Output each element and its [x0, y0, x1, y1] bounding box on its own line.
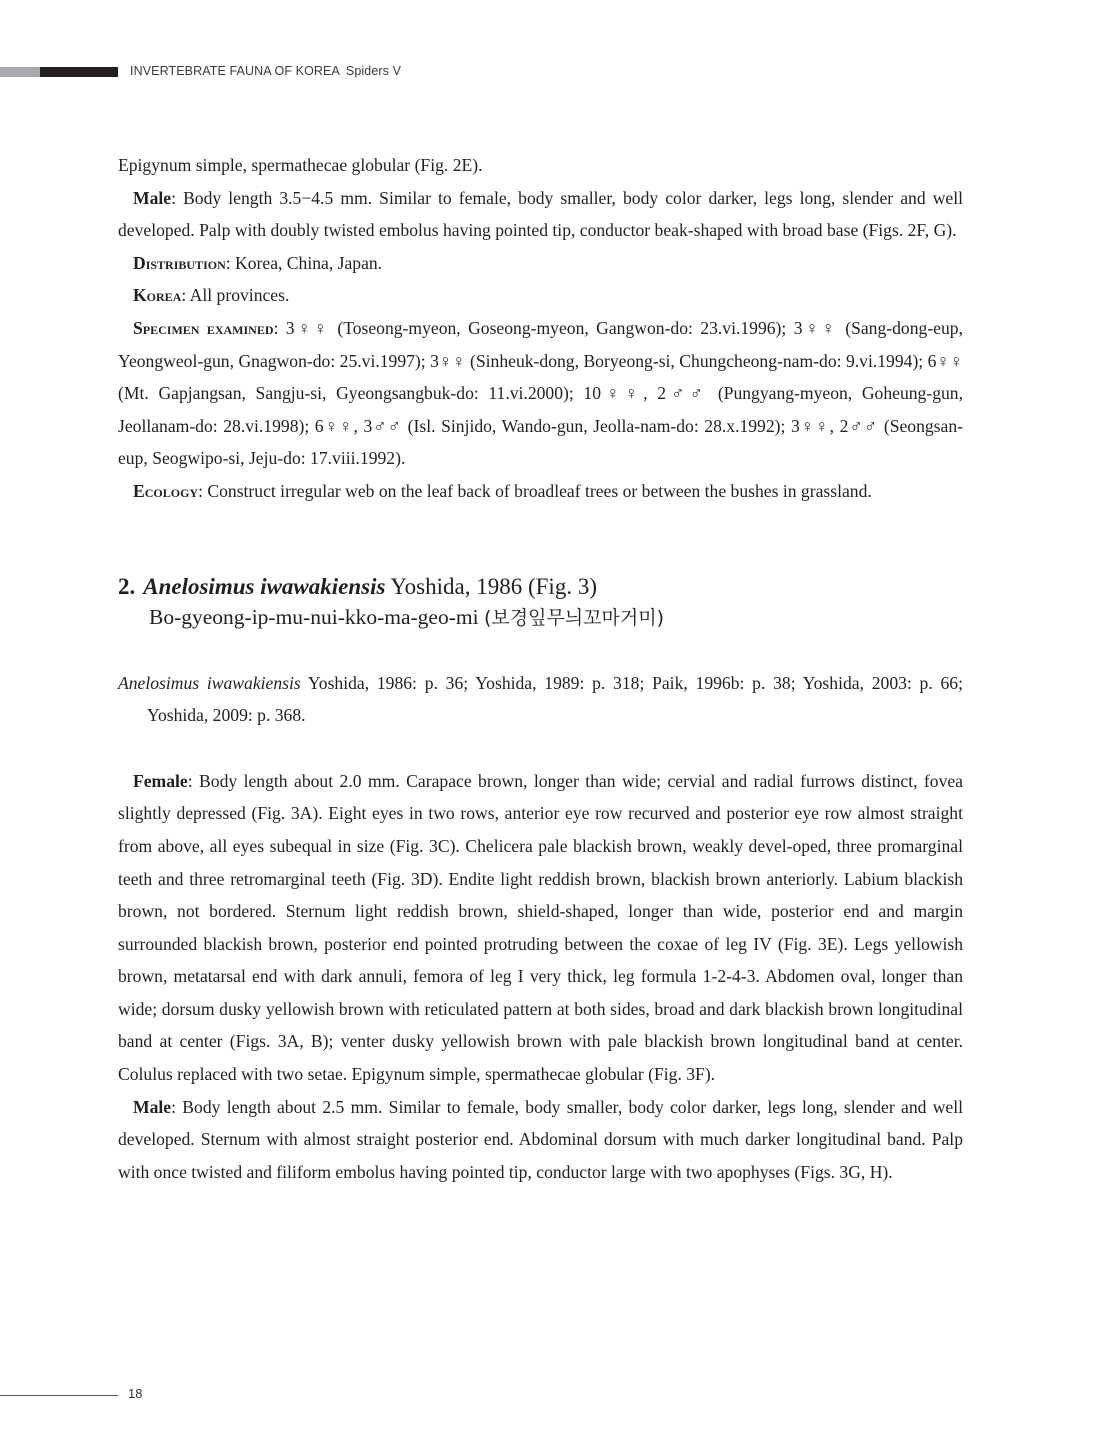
sp2-male-text: : Body length about 2.5 mm. Similar to female, body smaller, body color darker, legs long, slender and well developed. Sternum with almost straight posterior end. Abdominal dorsum with much darker longitudinal band. Palp with once twisted and filiform embolus having pointed tip, conductor large with two apophyses (Figs. 3G, H). — [118, 1096, 963, 1182]
page-number: 18 — [128, 1386, 143, 1401]
sp1-korea-text: : All provinces. — [181, 285, 290, 306]
sp1-male-text: : Body length 3.5−4.5 mm. Similar to female, body smaller, body color darker, legs long, slender and well developed. Palp with doubly twisted embolus having pointed tip, conductor beak-shaped with broad base (Figs. 2F, G). — [118, 187, 963, 241]
species-number: 2. — [118, 573, 136, 599]
page-content — [118, 149, 963, 1188]
sp2-male-paragraph — [118, 1091, 963, 1189]
korean-romanized: Bo-gyeong-ip-mu-nui-kko-ma-geo-mi — [149, 604, 479, 629]
species-author: Yoshida, 1986 (Fig. 3) — [390, 573, 597, 599]
sp1-ecology-label: Ecology — [133, 480, 199, 501]
sp1-ecology-text: : Construct irregular web on the leaf back of broadleaf trees or between the bushes in grassland. — [198, 480, 872, 501]
sp2-female-paragraph — [118, 765, 963, 1091]
synonymy — [118, 667, 963, 732]
sp1-male-paragraph — [118, 182, 963, 247]
sp1-specimen-label: Specimen examined — [133, 317, 274, 338]
sp2-female-label: Female — [133, 770, 188, 791]
sp1-distribution-text: : Korea, China, Japan. — [225, 252, 383, 273]
header-bar-light — [0, 67, 40, 77]
sp1-epigynum: Epigynum simple, spermathecae globular (Fig. 2E). — [118, 155, 483, 175]
korean-hangul: (보경잎무늬꼬마거미) — [483, 606, 664, 629]
sp2-female-text: : Body length about 2.0 mm. Carapace brown, longer than wide; cervial and radial furrows distinct, fovea slightly depressed (Fig. 3A). Eight eyes in two rows, anterior eye row recurved and posterior eye row almost straight from above, all eyes subequal in size (Fig. 3C). Chelicera pale blackish brown, weakly devel-oped, three promarginal teeth and three retromarginal teeth (Fig. 3D). Endite light reddish brown, blackish brown anteriorly. Labium blackish brown, not bordered. Sternum light reddish brown, shield-shaped, longer than wide, posterior end and margin surrounded blackish brown, posterior end pointed protruding between the coxae of leg IV (Fig. 3E). Legs yellowish brown, metatarsal end with dark annuli, femora of leg I very thick, leg formula 1-2-4-3. Abdomen oval, longer than wide; dorsum dusky yellowish brown with reticulated pattern at both sides, broad and dark blackish brown longitudinal band at center (Figs. 3A, B); venter dusky yellowish brown with pale blackish brown longitudinal band at center. Colulus replaced with two setae. Epigynum simple, spermathecae globular (Fig. 3F). — [118, 770, 963, 1085]
sp1-ecology-paragraph — [118, 475, 963, 508]
synonymy-text: Yoshida, 1986: p. 36; Yoshida, 1989: p. 318; Paik, 1996b: p. 38; Yoshida, 2003: p. 66; Yoshida, 2009: p. 368. — [147, 672, 963, 726]
sp1-specimen-paragraph — [118, 312, 963, 475]
header-subtitle: Spiders V — [345, 64, 402, 78]
synonymy-name: Anelosimus iwawakiensis — [118, 672, 301, 693]
sp2-male-label: Male — [133, 1096, 172, 1117]
running-header — [130, 64, 401, 78]
header-bar-dark — [40, 67, 118, 77]
species-scientific-name: Anelosimus iwawakiensis — [143, 573, 386, 599]
sp1-distribution-paragraph — [118, 247, 963, 280]
sp1-specimen-text: : 3♀♀ (Toseong-myeon, Goseong-myeon, Gangwon-do: 23.vi.1996); 3♀♀ (Sang-dong-eup, Yeongweol-gun, Gnagwon-do: 25.vi.1997); 3♀♀ (Sinheuk-dong, Boryeong-si, Chungcheong-nam-do: 9.vi.1994); 6♀♀ (Mt. Gapjangsan, Sangju-si, Gyeongsangbuk-do: 11.vi.2000); 10♀♀, 2♂♂ (Pungyang-myeon, Goheung-gun, Jeollanam-do: 28.vi.1998); 6♀♀, 3♂♂ (Isl. Sinjido, Wando-gun, Jeolla-nam-do: 28.x.1992); 3♀♀, 2♂♂ (Seongsan-eup, Seogwipo-si, Jeju-do: 17.viii.1992). — [118, 317, 963, 469]
sp1-distribution-label: Distribution — [133, 252, 226, 273]
species-korean-name — [149, 602, 963, 633]
header-title: INVERTEBRATE FAUNA OF KOREA — [130, 64, 340, 78]
sp1-male-label: Male — [133, 187, 172, 208]
sp1-korea-paragraph — [118, 279, 963, 312]
footer-rule — [0, 1395, 118, 1396]
species-heading — [118, 571, 963, 602]
sp1-korea-label: Korea — [133, 285, 182, 306]
